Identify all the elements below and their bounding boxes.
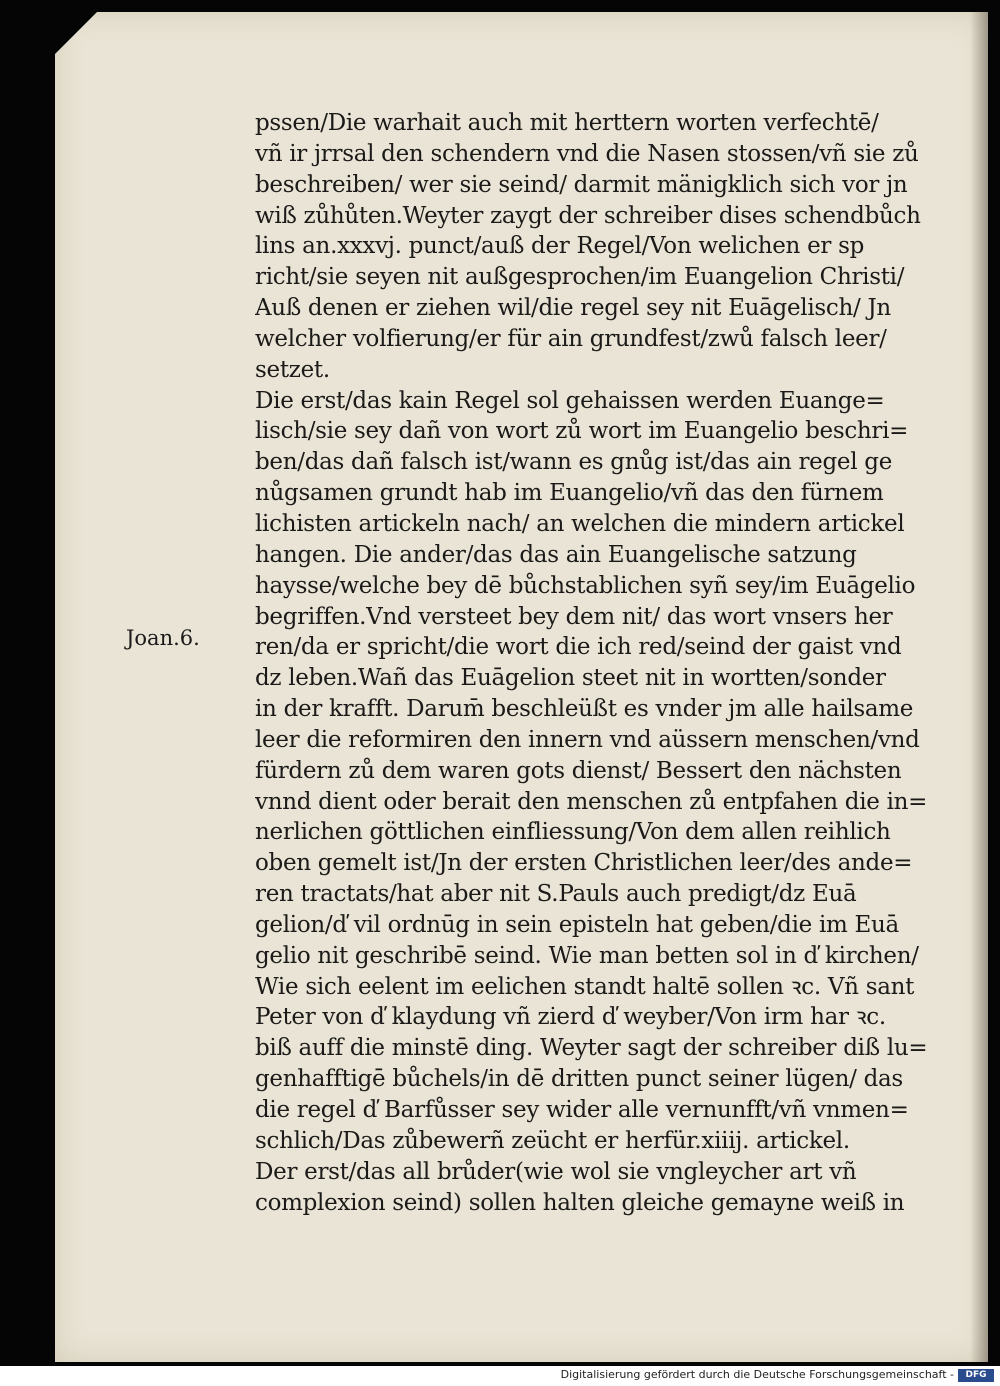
margin-note: Joan.6. xyxy=(126,626,200,650)
folded-corner xyxy=(55,12,97,54)
text-line: in der krafft. Darum̄ beschleüßt es vnder jm alle hailsame xyxy=(255,696,914,723)
text-line: haysse/welche bey dē bůchstablichen syñ sey/im Euāgelio xyxy=(255,572,916,599)
text-line: nůgsamen grundt hab im Euangelio/vñ das den fürnem xyxy=(255,480,884,507)
text-line: ren tractats/hat aber nit S.Pauls auch predigt/dz Euā xyxy=(255,881,857,908)
text-line: beschreiben/ wer sie seind/ darmit mänigklich sich vor jn xyxy=(255,171,908,198)
text-line: nerlichen göttlichen einfliessung/Von dem allen reihlich xyxy=(255,819,891,846)
text-line: genhafftigē bůchels/in dē dritten punct seiner lügen/ das xyxy=(255,1066,903,1093)
text-line: welcher volfierung/er für ain grundfest/zwů falsch leer/ xyxy=(255,325,887,352)
text-line: vñ ir jrrsal den schendern vnd die Nasen stossen/vñ sie zů xyxy=(255,140,919,167)
text-line: gelion/ď vil ordnūg in sein episteln hat geben/die im Euā xyxy=(255,911,899,938)
text-line: leer die reformiren den innern vnd aüssern menschen/vnd xyxy=(255,726,920,753)
text-line: vnnd dient oder berait den menschen zů entpfahen die in= xyxy=(255,788,928,815)
text-line: begriffen.Vnd versteet bey dem nit/ das wort vnsers her xyxy=(255,603,893,630)
text-line: Auß denen er ziehen wil/die regel sey nit Euāgelisch/ Jn xyxy=(255,295,891,322)
text-line: ben/das dañ falsch ist/wann es gnůg ist/das ain regel ge xyxy=(255,449,893,476)
text-line: setzet. xyxy=(255,356,330,383)
text-line: Wie sich eelent im eelichen standt haltē sollen ꝛc. Vñ sant xyxy=(255,973,915,1000)
text-line: wiß zůhůten.Weyter zaygt der schreiber dises schendbůch xyxy=(255,202,921,229)
text-line: fürdern zů dem waren gots dienst/ Bessert den nächsten xyxy=(255,757,902,784)
text-line: lins an.xxxvj. punct/auß der Regel/Von welichen er sp xyxy=(255,233,865,260)
text-line: Die erst/das kain Regel sol gehaissen werden Euange= xyxy=(255,387,885,414)
text-line: gelio nit geschribē seind. Wie man betten sol in ď kirchen/ xyxy=(255,942,919,969)
text-line: richt/sie seyen nit außgesprochen/im Euangelion Christi/ xyxy=(255,264,905,291)
text-line: die regel ď Barfůsser sey wider alle vernunfft/vñ vnmen= xyxy=(255,1097,909,1123)
text-line: hangen. Die ander/das das ain Euangelische satzung xyxy=(255,541,857,568)
text-line: Peter von ď klaydung vñ zierd ď weyber/Von irm har ꝛc. xyxy=(255,1004,886,1031)
footer-bar xyxy=(0,1366,1000,1386)
text-line: schlich/Das zůbewerñ zeücht er herfür.xiiij. artickel. xyxy=(255,1127,850,1154)
footer-credit-text: Digitalisierung gefördert durch die Deutsche Forschungsgemeinschaft - xyxy=(560,1368,954,1381)
page-text-block xyxy=(255,108,935,1218)
text-line: Der erst/das all brůder(wie wol sie vngleycher art vñ xyxy=(255,1158,857,1185)
text-line: ren/da er spricht/die wort die ich red/seind der gaist vnd xyxy=(255,634,902,661)
text-line: biß auff die minstē ding. Weyter sagt der schreiber diß lu= xyxy=(255,1035,928,1062)
page-gutter-shadow xyxy=(970,12,988,1362)
text-line: dz leben.Wañ das Euāgelion steet nit in wortten/sonder xyxy=(255,665,886,692)
text-line: lichisten artickeln nach/ an welchen die mindern artickel xyxy=(255,510,905,537)
text-line: pssen/Die warhait auch mit herttern worten verfechtē/ xyxy=(255,110,879,136)
text-line: complexion seind) sollen halten gleiche gemayne weiß in xyxy=(255,1189,905,1216)
dfg-logo: DFG xyxy=(958,1369,994,1382)
text-line: oben gemelt ist/Jn der ersten Christlichen leer/des ande= xyxy=(255,850,913,877)
text-line: lisch/sie sey dañ von wort zů wort im Euangelio beschri= xyxy=(255,418,909,445)
